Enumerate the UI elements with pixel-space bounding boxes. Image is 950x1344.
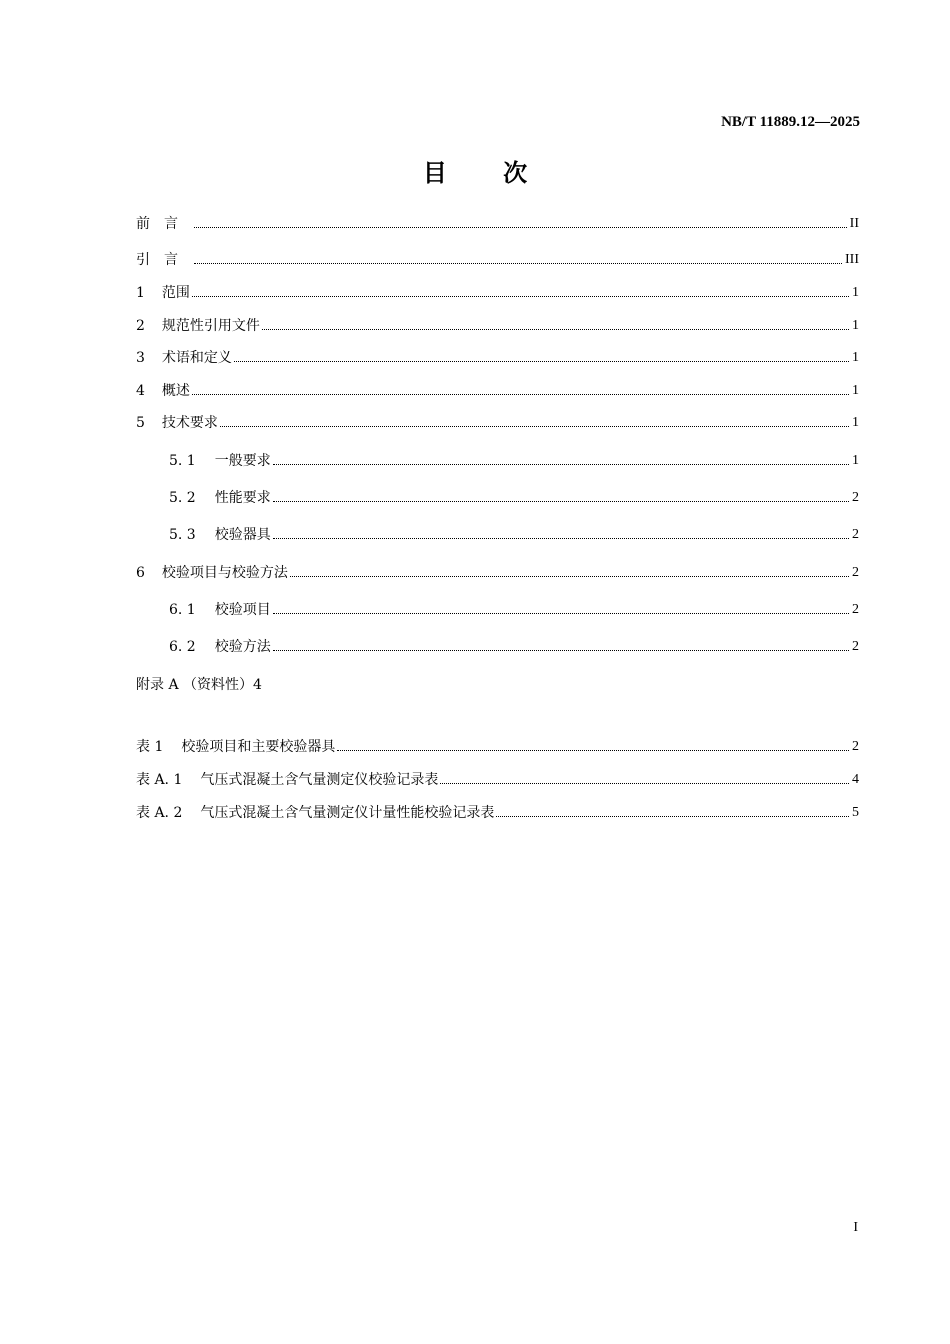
toc-entry-label: 一般要求 bbox=[214, 453, 271, 469]
toc-entry-label: 前言 bbox=[136, 216, 192, 232]
table-dot-leader bbox=[337, 750, 849, 751]
toc-entry-number: 4 bbox=[136, 383, 145, 399]
toc-entry[interactable] bbox=[169, 600, 859, 620]
table-entry-label: 气压式混凝土含气量测定仪校验记录表 bbox=[200, 772, 439, 788]
toc-dot-leader bbox=[234, 361, 849, 362]
toc-entry-label: 概述 bbox=[161, 383, 190, 399]
toc-entry-label: 附录 A （资料性）4 bbox=[136, 677, 262, 693]
toc-entry[interactable] bbox=[136, 283, 859, 303]
toc-entry-label: 校验项目 bbox=[214, 602, 271, 618]
toc-entry-number: 3 bbox=[136, 350, 145, 366]
toc-entry-label: 技术要求 bbox=[161, 415, 218, 431]
toc-entry-number: 6. 2 bbox=[169, 639, 196, 655]
toc-entry[interactable] bbox=[136, 250, 859, 270]
toc-dot-leader bbox=[273, 501, 849, 502]
toc-entry[interactable] bbox=[169, 488, 859, 508]
toc-entry-page: 1 bbox=[852, 318, 859, 333]
table-dot-leader bbox=[496, 816, 849, 817]
table-entry[interactable] bbox=[136, 737, 859, 757]
toc-entry-page: 1 bbox=[852, 453, 859, 468]
toc-dot-leader bbox=[290, 576, 849, 577]
toc-entry-page: 1 bbox=[852, 383, 859, 398]
toc-entry-number: 5 bbox=[136, 415, 145, 431]
toc-entry-label: 规范性引用文件 bbox=[161, 318, 260, 334]
toc-entry[interactable] bbox=[169, 451, 859, 471]
toc-entry[interactable] bbox=[136, 413, 859, 433]
toc-entry-number: 2 bbox=[136, 318, 145, 334]
table-entry-page: 5 bbox=[852, 805, 859, 820]
toc-dot-leader bbox=[273, 613, 849, 614]
toc-entry-page: 2 bbox=[852, 639, 859, 654]
table-entry-page: 2 bbox=[852, 739, 859, 754]
toc-entry-number: 6. 1 bbox=[169, 602, 196, 618]
toc-entry-page: III bbox=[845, 252, 859, 267]
toc-entry-number: 5. 3 bbox=[169, 527, 196, 543]
toc-entry[interactable] bbox=[136, 563, 859, 583]
toc-entry-page: II bbox=[849, 216, 859, 231]
toc-entry-number: 5. 1 bbox=[169, 453, 196, 469]
toc-entry-label: 术语和定义 bbox=[161, 350, 232, 366]
toc-entry-page: 1 bbox=[852, 415, 859, 430]
table-entry-label: 校验项目和主要校验器具 bbox=[181, 739, 336, 755]
table-dot-leader bbox=[440, 783, 849, 784]
toc-dot-leader bbox=[262, 329, 849, 330]
toc-entry-number: 6 bbox=[136, 565, 145, 581]
toc-entry-page: 2 bbox=[852, 602, 859, 617]
table-entry-number: 表 A. 2 bbox=[136, 805, 183, 821]
toc-entry-label: 范围 bbox=[161, 285, 190, 301]
toc-dot-leader bbox=[194, 227, 847, 228]
table-entry-number: 表 1 bbox=[136, 739, 164, 755]
toc-entry-page: 1 bbox=[852, 285, 859, 300]
toc-entry-number: 1 bbox=[136, 285, 145, 301]
table-entry-page: 4 bbox=[852, 772, 859, 787]
toc-entry-page: 1 bbox=[852, 350, 859, 365]
toc-dot-leader bbox=[273, 650, 849, 651]
toc-dot-leader bbox=[220, 426, 849, 427]
toc-entry-label: 引言 bbox=[136, 252, 192, 268]
toc-entry-number: 5. 2 bbox=[169, 490, 196, 506]
table-entry-label: 气压式混凝土含气量测定仪计量性能校验记录表 bbox=[200, 805, 495, 821]
toc-entry-page: 2 bbox=[852, 565, 859, 580]
toc-entry-label: 校验器具 bbox=[214, 527, 271, 543]
table-entry[interactable] bbox=[136, 770, 859, 790]
toc-entry[interactable] bbox=[136, 214, 859, 234]
table-entry[interactable] bbox=[136, 803, 859, 823]
toc-dot-leader bbox=[273, 464, 849, 465]
toc-entry-label: 性能要求 bbox=[214, 490, 271, 506]
toc-dot-leader bbox=[273, 538, 849, 539]
toc-dot-leader bbox=[194, 263, 842, 264]
toc-entry-page: 2 bbox=[852, 527, 859, 542]
table-entry-number: 表 A. 1 bbox=[136, 772, 183, 788]
toc-entry[interactable] bbox=[136, 675, 859, 695]
toc-title: 目 次 bbox=[422, 159, 552, 187]
toc-entry-label: 校验项目与校验方法 bbox=[161, 565, 288, 581]
toc-entry[interactable] bbox=[169, 637, 859, 657]
toc-entry[interactable] bbox=[136, 381, 859, 401]
document-code: NB/T 11889.12—2025 bbox=[721, 114, 860, 130]
toc-entry-page: 2 bbox=[852, 490, 859, 505]
toc-entry[interactable] bbox=[169, 525, 859, 545]
toc-entry[interactable] bbox=[136, 348, 859, 368]
toc-dot-leader bbox=[192, 394, 849, 395]
page-number: I bbox=[853, 1220, 858, 1235]
toc-dot-leader bbox=[192, 296, 849, 297]
toc-entry[interactable] bbox=[136, 316, 859, 336]
toc-entry-label: 校验方法 bbox=[214, 639, 271, 655]
